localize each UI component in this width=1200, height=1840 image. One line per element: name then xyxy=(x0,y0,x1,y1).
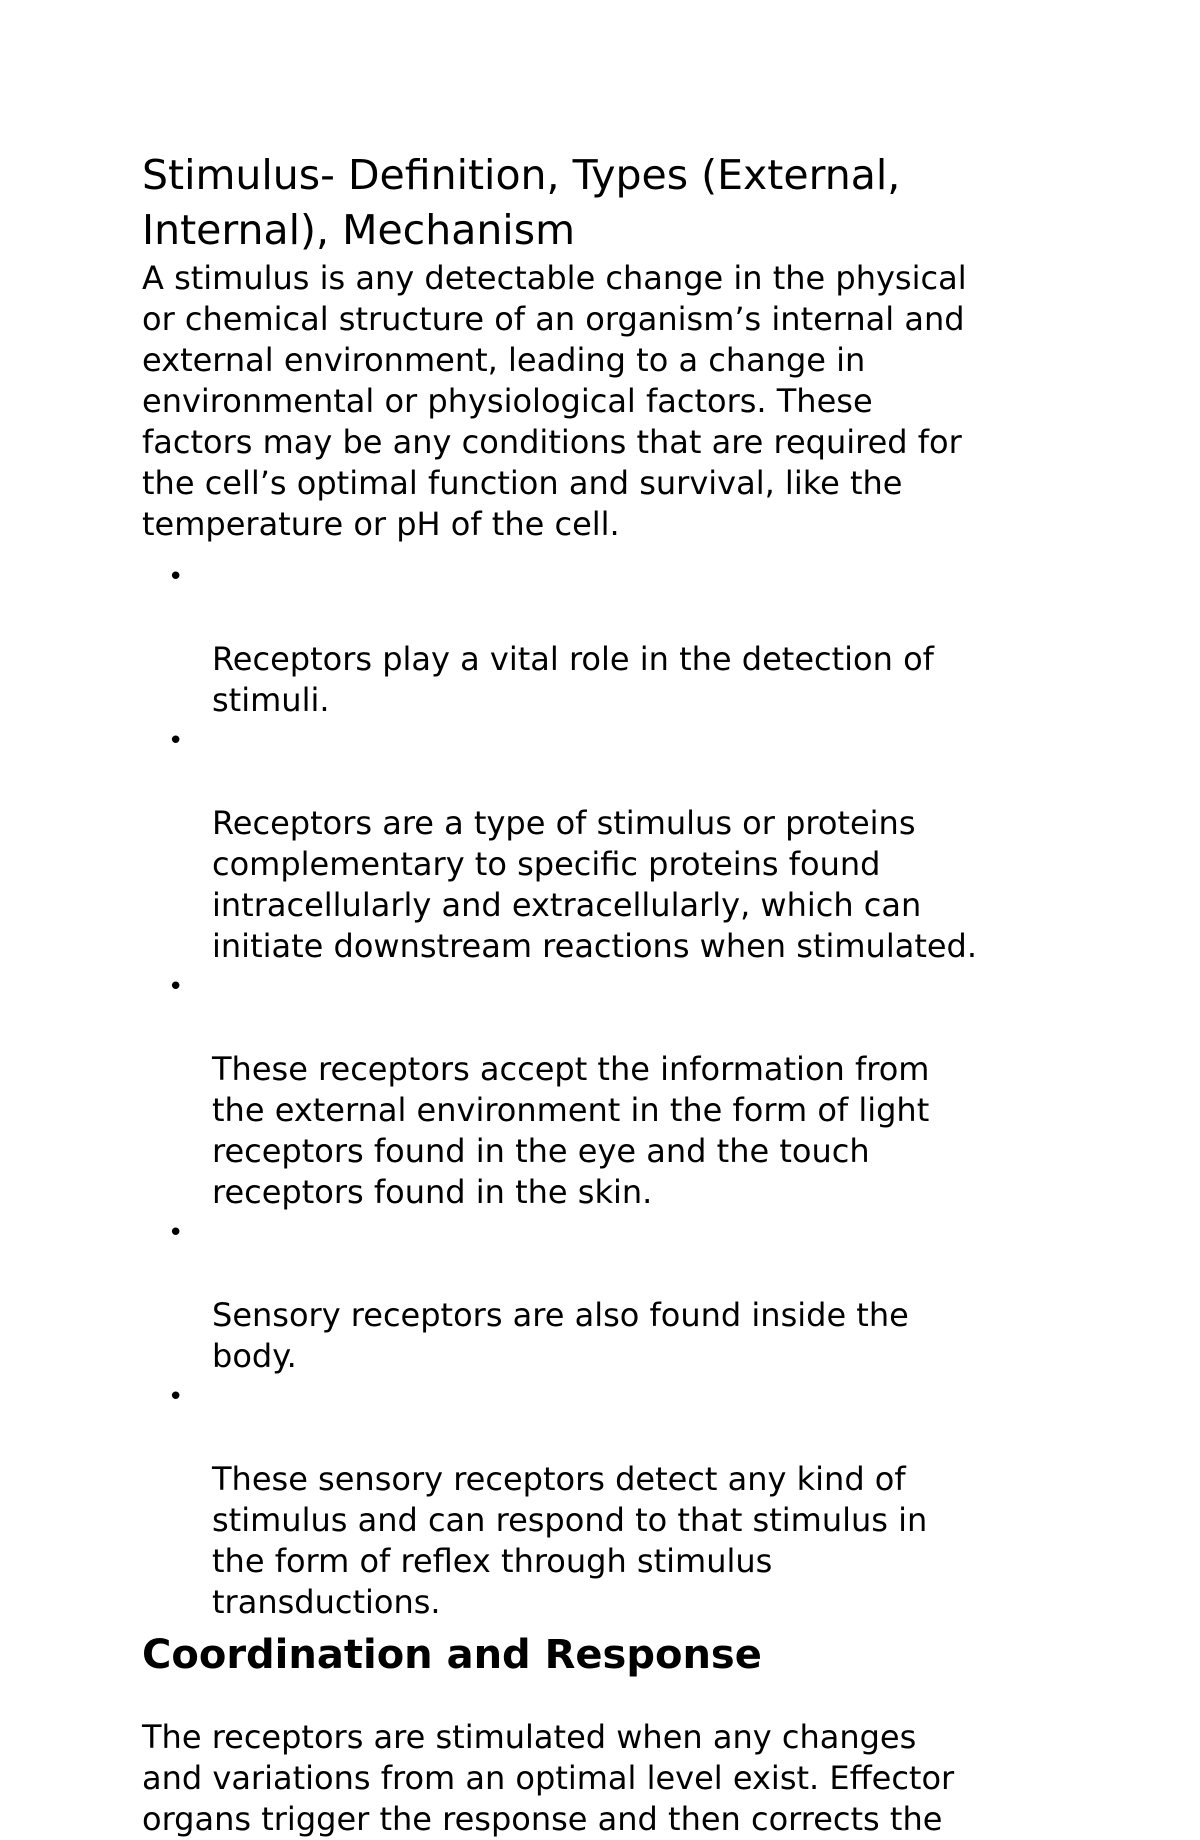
section-heading: Coordination and Response xyxy=(142,1632,762,1678)
bullet-icon: • xyxy=(168,562,184,592)
list-item xyxy=(142,557,1072,721)
list-item-text: Receptors are a type of stimulus or proteins complementary to specific proteins found intracellularly and extracellularly, which can initiate downstream reactions when stimulated. xyxy=(212,804,978,965)
list-item xyxy=(142,721,1072,967)
document-page xyxy=(142,148,1072,1840)
section-paragraph: The receptors are stimulated when any changes and variations from an optimal level exist. Effector organs trigger the response and then corrects the xyxy=(142,1718,955,1838)
intro-paragraph: A stimulus is any detectable change in the physical or chemical structure of an organism’s internal and external environment, leading to a change in environmental or physiological factors. These factors may be any conditions that are required for the cell’s optimal function and survival, like the temperature or pH of the cell. xyxy=(142,259,967,543)
page-title: Stimulus- Definition, Types (External, Internal), Mechanism xyxy=(142,151,901,254)
list-item-text: Receptors play a vital role in the detection of stimuli. xyxy=(212,640,934,719)
list-item-text: These receptors accept the information from the external environment in the form of light receptors found in the eye and the touch receptors found in the skin. xyxy=(212,1050,930,1211)
list-item-text: Sensory receptors are also found inside the body. xyxy=(212,1296,909,1375)
list-item xyxy=(142,1213,1072,1377)
list-item xyxy=(142,1377,1072,1623)
bullet-icon: • xyxy=(168,1382,184,1412)
bullet-icon: • xyxy=(168,972,184,1002)
list-item-text: These sensory receptors detect any kind of stimulus and can respond to that stimulus in the form of reflex through stimulus transductions. xyxy=(212,1460,928,1621)
list-item xyxy=(142,967,1072,1213)
bullet-icon: • xyxy=(168,1218,184,1248)
bullet-icon: • xyxy=(168,726,184,756)
receptor-bullet-list xyxy=(142,557,1072,1623)
